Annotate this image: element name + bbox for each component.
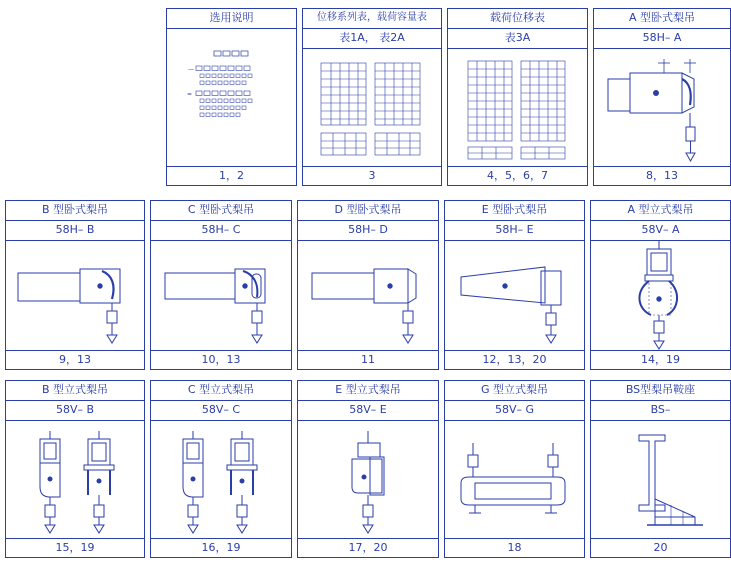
card-header: 选用说明 bbox=[167, 9, 296, 29]
card-subheader: BS– bbox=[591, 401, 730, 421]
card-displacement-series-table[interactable] bbox=[302, 8, 442, 186]
card-footer: 16，19 bbox=[151, 538, 291, 557]
card-subheader: 58V– G bbox=[445, 401, 584, 421]
figure-tables-2b bbox=[448, 49, 586, 166]
card-footer: 17，20 bbox=[298, 538, 438, 557]
svg-text:=: = bbox=[187, 91, 193, 98]
card-subheader: 表1A， 表2A bbox=[303, 29, 441, 49]
card-type-e-horizontal[interactable] bbox=[444, 200, 585, 370]
card-header: BS型梨吊鞍座 bbox=[591, 381, 730, 401]
card-figure-horizontal-b bbox=[6, 241, 144, 350]
card-header: 载荷位移表 bbox=[448, 9, 587, 29]
figure-vertical-c bbox=[151, 421, 290, 538]
card-subheader: 58V– C bbox=[151, 401, 291, 421]
card-footer: 15，19 bbox=[6, 538, 144, 557]
card-figure-vertical-b bbox=[6, 421, 144, 538]
figure-vertical-g bbox=[445, 421, 583, 538]
card-row-3 bbox=[5, 380, 731, 558]
card-footer: 10，13 bbox=[151, 350, 291, 369]
figure-horizontal-e bbox=[445, 241, 583, 350]
card-subheader: 表3A bbox=[448, 29, 587, 49]
card-header: E 型立式梨吊 bbox=[298, 381, 438, 401]
card-header: 位移系列表，载荷容量表 bbox=[303, 9, 441, 29]
figure-tables-2 bbox=[303, 49, 440, 166]
card-footer: 12，13，20 bbox=[445, 350, 584, 369]
card-selection-guide[interactable] bbox=[166, 8, 297, 186]
card-footer: 20 bbox=[591, 538, 730, 557]
card-footer: 9，13 bbox=[6, 350, 144, 369]
card-header: A 型卧式梨吊 bbox=[594, 9, 730, 29]
card-header: B 型立式梨吊 bbox=[6, 381, 144, 401]
figure-vertical-e bbox=[298, 421, 437, 538]
card-type-c-vertical[interactable] bbox=[150, 380, 292, 558]
card-figure-tables bbox=[303, 49, 441, 166]
card-subheader: 58V– B bbox=[6, 401, 144, 421]
card-figure-horizontal-d bbox=[298, 241, 438, 350]
card-type-e-vertical[interactable] bbox=[297, 380, 439, 558]
card-figure-vertical-a bbox=[591, 241, 730, 350]
card-bs-saddle[interactable] bbox=[590, 380, 731, 558]
figure-vertical-a bbox=[591, 241, 729, 350]
card-type-c-horizontal[interactable] bbox=[150, 200, 292, 370]
svg-text:—: — bbox=[188, 66, 194, 73]
card-header: B 型卧式梨吊 bbox=[6, 201, 144, 221]
card-subheader: 58H– A bbox=[594, 29, 730, 49]
card-footer: 8，13 bbox=[594, 166, 730, 185]
figure-horizontal-a bbox=[594, 49, 729, 166]
card-subheader: 58H– E bbox=[445, 221, 584, 241]
card-header: G 型立式梨吊 bbox=[445, 381, 584, 401]
card-footer: 1，2 bbox=[167, 166, 296, 185]
card-header: C 型立式梨吊 bbox=[151, 381, 291, 401]
card-figure-vertical-g bbox=[445, 421, 584, 538]
card-header: E 型卧式梨吊 bbox=[445, 201, 584, 221]
figure-horizontal-b bbox=[6, 241, 143, 350]
card-footer: 3 bbox=[303, 166, 441, 185]
card-figure-vertical-c bbox=[151, 421, 291, 538]
card-figure-horizontal-a bbox=[594, 49, 730, 166]
card-header: C 型卧式梨吊 bbox=[151, 201, 291, 221]
card-subheader: 58H– B bbox=[6, 221, 144, 241]
card-footer: 14，19 bbox=[591, 350, 730, 369]
card-type-b-vertical[interactable] bbox=[5, 380, 145, 558]
card-figure-vertical-e bbox=[298, 421, 438, 538]
card-type-g-vertical[interactable] bbox=[444, 380, 585, 558]
card-footer: 18 bbox=[445, 538, 584, 557]
card-header: A 型立式梨吊 bbox=[591, 201, 730, 221]
card-row-2 bbox=[5, 200, 731, 370]
card-type-b-horizontal[interactable] bbox=[5, 200, 145, 370]
card-footer: 11 bbox=[298, 350, 438, 369]
figure-text-lines bbox=[167, 29, 295, 166]
card-load-displacement-table[interactable] bbox=[447, 8, 588, 186]
card-figure-horizontal-e bbox=[445, 241, 584, 350]
card-figure-horizontal-c bbox=[151, 241, 291, 350]
card-type-d-horizontal[interactable] bbox=[297, 200, 439, 370]
card-subheader: 58H– D bbox=[298, 221, 438, 241]
card-type-a-horizontal[interactable] bbox=[593, 8, 731, 186]
card-subheader: 58H– C bbox=[151, 221, 291, 241]
card-footer: 4，5，6，7 bbox=[448, 166, 587, 185]
card-figure-saddle bbox=[591, 421, 730, 538]
card-header: D 型卧式梨吊 bbox=[298, 201, 438, 221]
figure-vertical-b bbox=[6, 421, 143, 538]
card-row-1 bbox=[166, 8, 731, 186]
card-figure-tables bbox=[448, 49, 587, 166]
figure-horizontal-c bbox=[151, 241, 290, 350]
figure-horizontal-d bbox=[298, 241, 437, 350]
card-type-a-vertical[interactable] bbox=[590, 200, 731, 370]
card-figure-selection-guide bbox=[167, 29, 296, 166]
figure-saddle bbox=[591, 421, 729, 538]
card-subheader: 58V– E bbox=[298, 401, 438, 421]
card-subheader: 58V– A bbox=[591, 221, 730, 241]
